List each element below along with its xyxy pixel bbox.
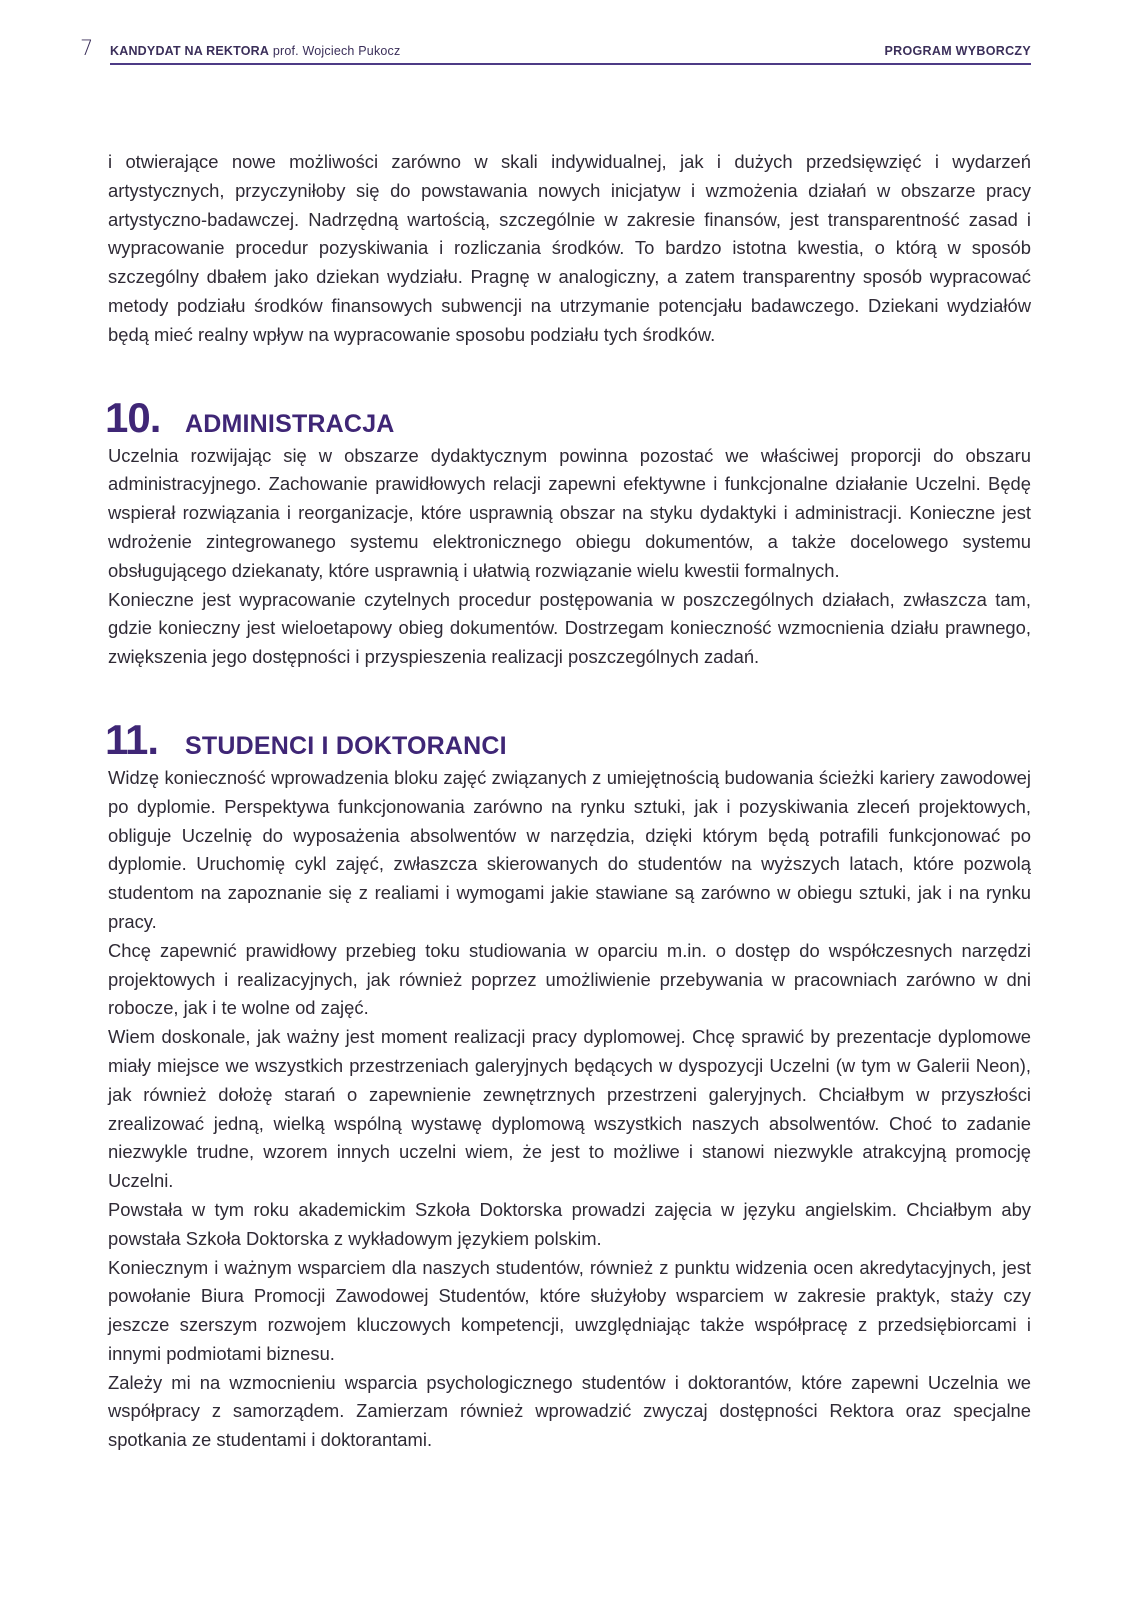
paragraph: Chcę zapewnić prawidłowy przebieg toku studiowania w oparciu m.in. o dostęp do współczesnych narzędzi projektowych i realizacyjnych, jak również poprzez umożliwienie przebywania w pracowniach zarówno w dni robocze, jak i te wolne od zajęć. [108,939,1031,1019]
paragraph: Uczelnia rozwijając się w obszarze dydaktycznym powinna pozostać we właściwej proporcji do obszaru administracyjnego. Zachowanie prawidłowych relacji zapewni efektywne i funkcjonalne działanie Uczelni. Będę wspierał rozwiązania i reorganizacje, które usprawnią obszar na styku dydaktyki i administracji. Konieczne jest wdrożenie zintegrowanego systemu elektronicznego obiegu dokumentów, a także docelowego systemu obsługującego dziekanaty, które usprawnią i ułatwią rozwiązanie wielu kwestii formalnych. [108,444,1031,581]
header-rule [110,63,1031,65]
section-heading-11 [105,715,1031,763]
section-body-10 [108,442,1031,672]
section-title: STUDENCI I DOKTORANCI [185,731,507,760]
paragraph: Konieczne jest wypracowanie czytelnych procedur postępowania w poszczególnych działach, zwłaszcza tam, gdzie konieczny jest wieloetapowy obieg dokumentów. Dostrzegam konieczność wzmocnienia działu prawnego, zwiększenia jego dostępności i przyspieszenia realizacji poszczególnych zadań. [108,588,1031,668]
page-header [80,36,1031,66]
candidate-name: prof. Wojciech Pukocz [272,44,401,58]
section-heading-10 [105,393,1031,441]
candidate-label: KANDYDAT NA REKTORA [110,44,270,58]
section-number: 11. [105,715,159,763]
header-candidate [110,44,400,58]
page-content [105,148,1031,1455]
section-number: 10. [105,393,161,441]
paragraph: Koniecznym i ważnym wsparciem dla naszych studentów, również z punktu widzenia ocen akredytacyjnych, jest powołanie Biura Promocji Zawodowej Studentów, które służyłoby wsparciem w zakresie praktyk, staży czy jeszcze szerszym rozwojem kluczowych kompetencji, uwzględniając także współpracę z przedsiębiorcami i innymi podmiotami biznesu. [108,1256,1031,1364]
paragraph: Wiem doskonale, jak ważny jest moment realizacji pracy dyplomowej. Chcę sprawić by prezentacje dyplomowe miały miejsce we wszystkich przestrzeniach galeryjnych będących w dyspozycji Uczelni (w tym w Galerii Neon), jak również dołożę starań o zapewnienie zewnętrznych przestrzeni galeryjnych. Chciałbym w przyszłości zrealizować jedną, wielką wspólną wystawę dyplomową wszystkich naszych absolwentów. Choć to zadanie niezwykle trudne, wzorem innych uczelni wiem, że jest to możliwe i stanowi niezwykle atrakcyjną promocję Uczelni. [108,1026,1031,1192]
intro-section [108,148,1031,350]
paragraph: i otwierające nowe możliwości zarówno w skali indywidualnej, jak i dużych przedsięwzięć i wydarzeń artystycznych, przyczyniłoby się do powstawania nowych inicjatyw i wzmożenia działań w obszarze pracy artystyczno-badawczej. Nadrzędną wartością, szczególnie w zakresie finansów, jest transparentność zasad i wypracowanie procedur pozyskiwania i rozliczania środków. To bardzo istotna kwestia, o którą w sposób szczególny dbałem jako dziekan wydziału. Pragnę w analogiczny, a zatem transparentny sposób wypracować metody podziału środków finansowych subwencji na utrzymanie potencjału badawczego. Dziekani wydziałów będą mieć realny wpływ na wypracowanie sposobu podziału tych środków. [108,151,1031,345]
section-body-11 [108,764,1031,1455]
page-number: 7 [80,36,94,60]
program-label: PROGRAM WYBORCZY [884,44,1031,58]
section-title: ADMINISTRACJA [185,409,395,438]
paragraph: Powstała w tym roku akademickim Szkoła Doktorska prowadzi zajęcia w języku angielskim. Chciałbym aby powstała Szkoła Doktorska z wykładowym językiem polskim. [108,1198,1031,1249]
paragraph: Zależy mi na wzmocnieniu wsparcia psychologicznego studentów i doktorantów, które zapewni Uczelnia we współpracy z samorządem. Zamierzam również wprowadzić zwyczaj dostępności Rektora oraz specjalne spotkania ze studentami i doktorantami. [108,1371,1031,1451]
paragraph: Widzę konieczność wprowadzenia bloku zajęć związanych z umiejętnością budowania ścieżki kariery zawodowej po dyplomie. Perspektywa funkcjonowania zarówno na rynku sztuki, jak i pozyskiwania zleceń projektowych, obliguje Uczelnię do wyposażenia absolwentów w narzędzia, dzięki którym będą potrafili funkcjonować po dyplomie. Uruchomię cykl zajęć, zwłaszcza skierowanych do studentów na wyższych latach, które pozwolą studentom na zapoznanie się z realiami i wymogami jakie stawiane są zarówno w obiegu sztuki, jak i na rynku pracy. [108,766,1031,932]
